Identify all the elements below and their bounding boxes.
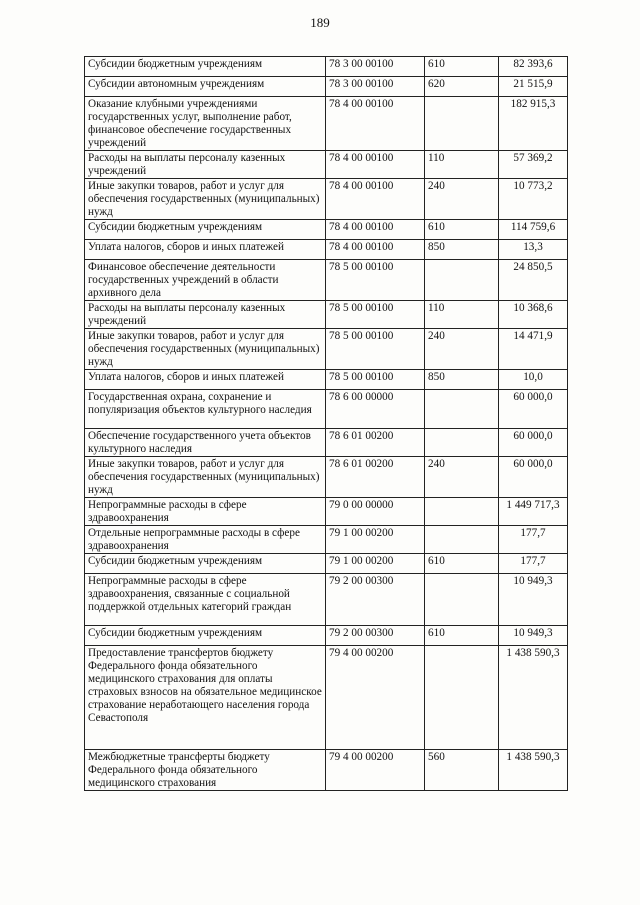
row-amount-cell: 60 000,0 [499, 429, 568, 457]
table-row [85, 457, 568, 498]
row-type-cell: 620 [425, 77, 499, 97]
row-code-cell: 78 4 00 00100 [326, 240, 425, 260]
row-code-cell: 79 1 00 00200 [326, 554, 425, 574]
row-code-cell: 78 6 01 00200 [326, 457, 425, 498]
table-row [85, 301, 568, 329]
row-name-cell: Государственная охрана, сохранение и популяризация объектов культурного наследия [85, 390, 326, 429]
row-code-cell: 78 4 00 00100 [326, 179, 425, 220]
row-type-cell [425, 498, 499, 526]
row-type-cell: 610 [425, 626, 499, 646]
table-row [85, 750, 568, 791]
table-row [85, 646, 568, 750]
table-row [85, 260, 568, 301]
row-name-cell: Субсидии автономным учреждениям [85, 77, 326, 97]
row-type-cell [425, 97, 499, 151]
row-type-cell: 240 [425, 457, 499, 498]
table-row [85, 390, 568, 429]
row-name-cell: Субсидии бюджетным учреждениям [85, 57, 326, 77]
row-amount-cell: 10 773,2 [499, 179, 568, 220]
table-row [85, 151, 568, 179]
row-name-cell: Финансовое обеспечение деятельности государственных учреждений в области архивного дела [85, 260, 326, 301]
table-row [85, 554, 568, 574]
row-amount-cell: 177,7 [499, 526, 568, 554]
table-row [85, 240, 568, 260]
row-amount-cell: 1 449 717,3 [499, 498, 568, 526]
table-row [85, 97, 568, 151]
table-row [85, 77, 568, 97]
row-code-cell: 78 5 00 00100 [326, 329, 425, 370]
row-code-cell: 78 4 00 00100 [326, 151, 425, 179]
row-amount-cell: 177,7 [499, 554, 568, 574]
table-row [85, 498, 568, 526]
row-type-cell: 850 [425, 240, 499, 260]
row-amount-cell: 182 915,3 [499, 97, 568, 151]
row-code-cell: 78 3 00 00100 [326, 77, 425, 97]
row-name-cell: Субсидии бюджетным учреждениям [85, 626, 326, 646]
row-amount-cell: 21 515,9 [499, 77, 568, 97]
row-code-cell: 78 5 00 00100 [326, 301, 425, 329]
table-row [85, 57, 568, 77]
row-type-cell [425, 646, 499, 750]
table-row [85, 179, 568, 220]
row-type-cell [425, 429, 499, 457]
row-amount-cell: 10 949,3 [499, 574, 568, 626]
row-amount-cell: 114 759,6 [499, 220, 568, 240]
row-amount-cell: 10,0 [499, 370, 568, 390]
row-name-cell: Иные закупки товаров, работ и услуг для обеспечения государственных (муниципальных) нужд [85, 457, 326, 498]
row-code-cell: 79 2 00 00300 [326, 626, 425, 646]
row-name-cell: Предоставление трансфертов бюджету Федерального фонда обязательного медицинского страхования для оплаты страховых взносов на обязательное медицинское страхование неработающего населения города Севастополя [85, 646, 326, 750]
budget-table [84, 56, 568, 791]
row-amount-cell: 1 438 590,3 [499, 750, 568, 791]
row-type-cell [425, 390, 499, 429]
row-name-cell: Иные закупки товаров, работ и услуг для обеспечения государственных (муниципальных) нужд [85, 329, 326, 370]
row-type-cell [425, 574, 499, 626]
table-row [85, 429, 568, 457]
row-amount-cell: 60 000,0 [499, 457, 568, 498]
row-name-cell: Уплата налогов, сборов и иных платежей [85, 240, 326, 260]
row-code-cell: 78 3 00 00100 [326, 57, 425, 77]
row-code-cell: 78 4 00 00100 [326, 97, 425, 151]
row-amount-cell: 60 000,0 [499, 390, 568, 429]
row-amount-cell: 10 949,3 [499, 626, 568, 646]
row-name-cell: Непрограммные расходы в сфере здравоохранения [85, 498, 326, 526]
row-code-cell: 78 4 00 00100 [326, 220, 425, 240]
page-number: 189 [310, 15, 330, 30]
table-row [85, 329, 568, 370]
row-amount-cell: 57 369,2 [499, 151, 568, 179]
row-type-cell: 610 [425, 57, 499, 77]
row-name-cell: Обеспечение государственного учета объектов культурного наследия [85, 429, 326, 457]
row-name-cell: Межбюджетные трансферты бюджету Федерального фонда обязательного медицинского страхования [85, 750, 326, 791]
row-type-cell: 240 [425, 329, 499, 370]
table-row [85, 626, 568, 646]
row-code-cell: 78 5 00 00100 [326, 370, 425, 390]
row-code-cell: 79 0 00 00000 [326, 498, 425, 526]
table-row [85, 526, 568, 554]
row-type-cell: 610 [425, 220, 499, 240]
table-row [85, 574, 568, 626]
row-name-cell: Расходы на выплаты персоналу казенных учреждений [85, 151, 326, 179]
row-name-cell: Субсидии бюджетным учреждениям [85, 554, 326, 574]
row-type-cell: 240 [425, 179, 499, 220]
row-code-cell: 79 2 00 00300 [326, 574, 425, 626]
row-code-cell: 79 1 00 00200 [326, 526, 425, 554]
row-type-cell: 560 [425, 750, 499, 791]
row-code-cell: 78 6 00 00000 [326, 390, 425, 429]
row-amount-cell: 1 438 590,3 [499, 646, 568, 750]
row-type-cell [425, 260, 499, 301]
row-code-cell: 79 4 00 00200 [326, 750, 425, 791]
row-code-cell: 78 6 01 00200 [326, 429, 425, 457]
row-name-cell: Отдельные непрограммные расходы в сфере здравоохранения [85, 526, 326, 554]
row-type-cell: 110 [425, 301, 499, 329]
row-code-cell: 78 5 00 00100 [326, 260, 425, 301]
row-name-cell: Субсидии бюджетным учреждениям [85, 220, 326, 240]
row-code-cell: 79 4 00 00200 [326, 646, 425, 750]
row-amount-cell: 10 368,6 [499, 301, 568, 329]
row-name-cell: Иные закупки товаров, работ и услуг для обеспечения государственных (муниципальных) нужд [85, 179, 326, 220]
row-type-cell [425, 526, 499, 554]
row-type-cell: 850 [425, 370, 499, 390]
row-amount-cell: 13,3 [499, 240, 568, 260]
budget-table-body [85, 57, 568, 791]
row-type-cell: 110 [425, 151, 499, 179]
row-name-cell: Расходы на выплаты персоналу казенных учреждений [85, 301, 326, 329]
row-amount-cell: 24 850,5 [499, 260, 568, 301]
row-type-cell: 610 [425, 554, 499, 574]
table-row [85, 370, 568, 390]
row-name-cell: Оказание клубными учреждениями государственных услуг, выполнение работ, финансовое обеспечение государственных учреждений [85, 97, 326, 151]
table-row [85, 220, 568, 240]
row-name-cell: Уплата налогов, сборов и иных платежей [85, 370, 326, 390]
row-name-cell: Непрограммные расходы в сфере здравоохранения, связанные с социальной поддержкой отдельных категорий граждан [85, 574, 326, 626]
row-amount-cell: 82 393,6 [499, 57, 568, 77]
row-amount-cell: 14 471,9 [499, 329, 568, 370]
